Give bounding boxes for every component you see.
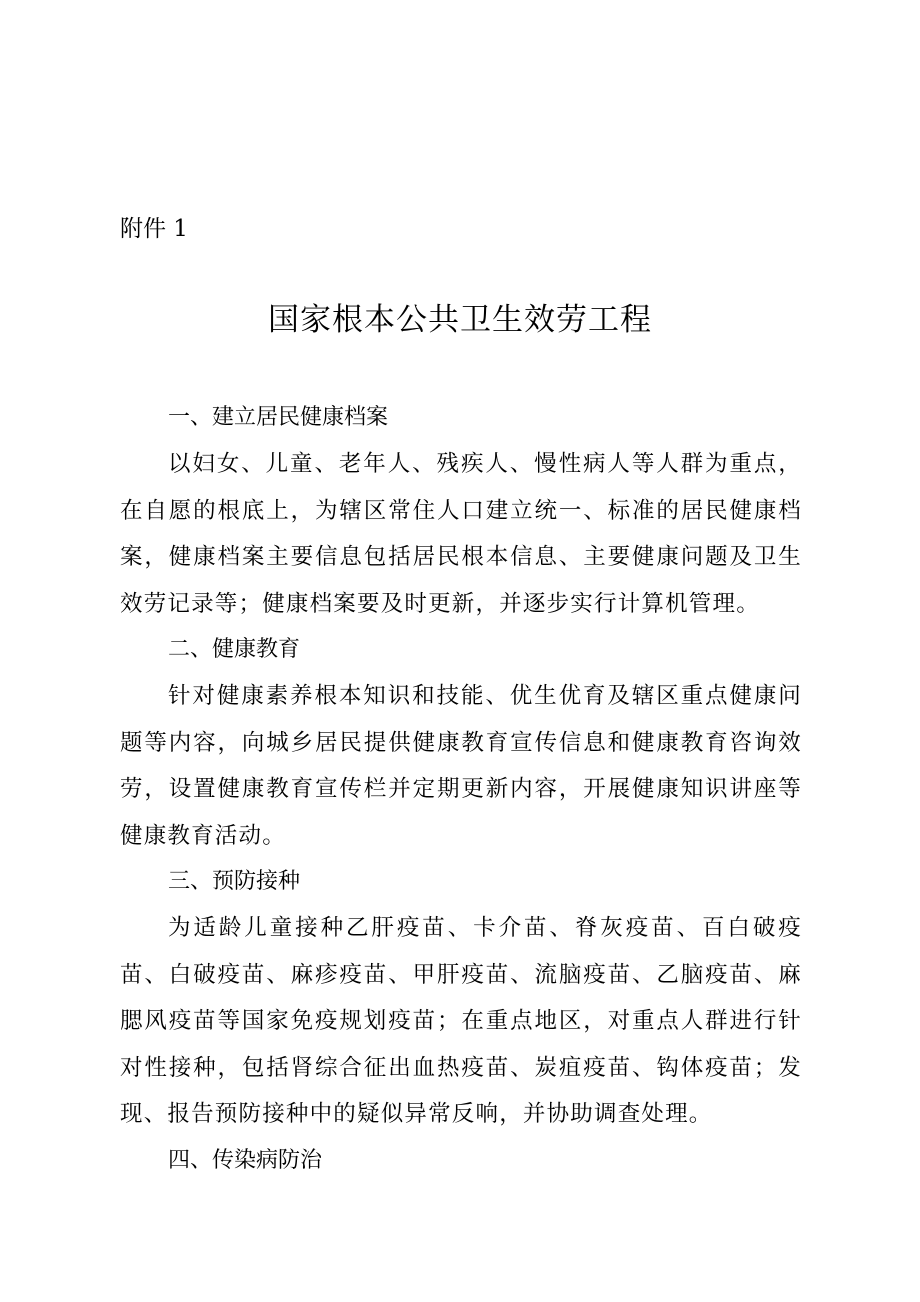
document-title: 国家根本公共卫生效劳工程 (268, 302, 652, 338)
attachment-label: 附件 1 (120, 216, 188, 242)
section-paragraph: 为适龄儿童接种乙肝疫苗、卡介苗、脊灰疫苗、百白破疫苗、白破疫苗、麻疹疫苗、甲肝疫苗、流脑疫苗、乙脑疫苗、麻腮风疫苗等国家免疫规划疫苗；在重点地区，对重点人群进行针对性接种，包括肾综合征出血热疫苗、炭疽疫苗、钩体疫苗；发现、报告预防接种中的疑似异常反响，并协助调查处理。 (120, 915, 802, 1127)
section-health-education (120, 627, 802, 859)
section-heading: 一、建立居民健康档案 (168, 405, 389, 430)
section-heading: 二、健康教育 (168, 637, 301, 662)
section-vaccination (120, 859, 802, 1138)
document-body (120, 395, 802, 1184)
section-paragraph: 以妇女、儿童、老年人、残疾人、慢性病人等人群为重点，在自愿的根底上，为辖区常住人口建立统一、标准的居民健康档案，健康档案主要信息包括居民根本信息、主要健康问题及卫生效劳记录等；健康档案要及时更新，并逐步实行计算机管理。 (120, 451, 802, 617)
section-health-records (120, 395, 802, 627)
section-infectious-disease (120, 1138, 802, 1184)
section-paragraph: 针对健康素养根本知识和技能、优生优育及辖区重点健康问题等内容，向城乡居民提供健康教育宣传信息和健康教育咨询效劳，设置健康教育宣传栏并定期更新内容，开展健康知识讲座等健康教育活动。 (120, 683, 802, 849)
section-heading: 三、预防接种 (168, 869, 301, 894)
section-heading: 四、传染病防治 (168, 1147, 323, 1173)
